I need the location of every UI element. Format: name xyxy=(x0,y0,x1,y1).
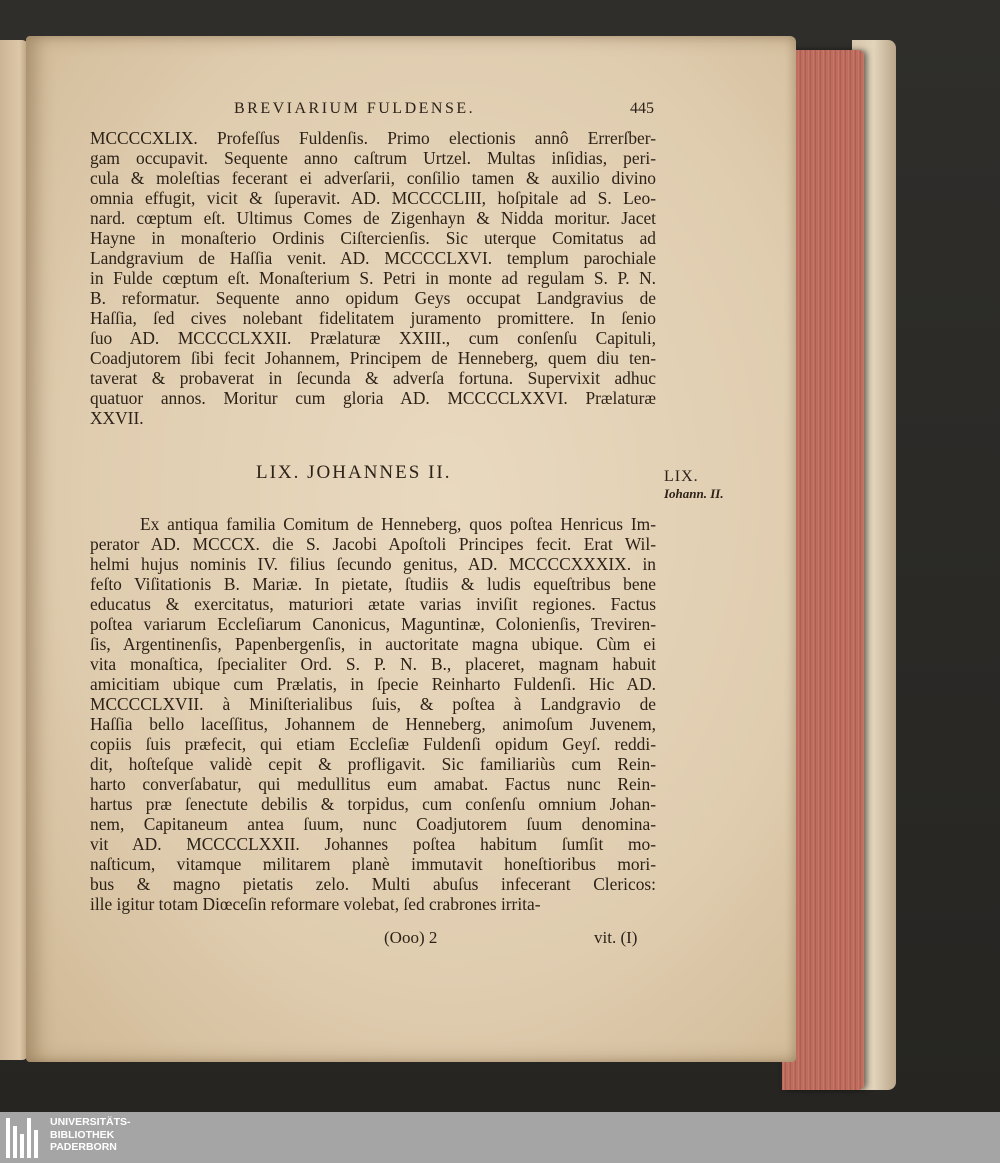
margin-note-name: Iohann. II. xyxy=(664,486,724,501)
logo-line-1: UNIVERSITÄTS- xyxy=(50,1116,131,1128)
text-line: ſuo AD. MCCCCLXXII. Prælaturæ XXIII., cum conſenſu Capituli, xyxy=(90,328,656,348)
text-line: feſto Viſitationis B. Mariæ. In pietate, ſtudiis & ludis equeſtribus bene xyxy=(90,574,656,594)
logo-line-2: BIBLIOTHEK xyxy=(50,1128,115,1141)
text-line: vit AD. MCCCCLXXII. Johannes poſtea habitum ſumſit mo- xyxy=(90,834,656,854)
running-header xyxy=(234,100,654,122)
text-line: gam occupavit. Sequente anno caſtrum Urtzel. Multas inſidias, peri- xyxy=(90,148,656,168)
text-line: nem, Capitaneum antea ſuum, nunc Coadjutorem ſuum denomina- xyxy=(90,814,656,834)
text-line: Haſſia, ſed cives nolebant fidelitatem juramento promittere. In ſenio xyxy=(90,308,656,328)
section-heading: LIX. JOHANNES II. xyxy=(256,462,452,483)
text-line: in Fulde cœptum eſt. Monaſterium S. Petri in monte ad regulam S. P. N. xyxy=(90,268,656,288)
text-line: perator AD. MCCCX. die S. Jacobi Apoſtoli Principes fecit. Erat Wil- xyxy=(90,534,656,554)
text-line: bus & magno pietatis zelo. Multi abuſus infecerant Clericos: xyxy=(90,874,656,894)
text-line: naſticum, vitamque militarem planè immutavit honeſtioribus mori- xyxy=(90,854,656,874)
library-logo-text xyxy=(50,1116,131,1154)
text-line: omnia effugit, vicit & ſuperavit. AD. MCCCCLIII, hoſpitale ad S. Leo- xyxy=(90,188,656,208)
text-line: Ex antiqua familia Comitum de Henneberg, quos poſtea Henricus Im- xyxy=(140,514,656,534)
paragraph-1 xyxy=(90,128,656,428)
text-line: hartus præ ſenectute debilis & torpidus, cum conſenſu omnium Johan- xyxy=(90,794,656,814)
paragraph-2 xyxy=(90,514,656,914)
library-footer-bar xyxy=(0,1112,1000,1163)
text-line: taverat & probaverat in ſecunda & adverſa fortuna. Supervixit adhuc xyxy=(90,368,656,388)
text-line: Hayne in monaſterio Ordinis Ciſtercienſis. Sic uterque Comitatus ad xyxy=(90,228,656,248)
text-line: amicitiam ubique cum Prælatis, in ſpecie Reinharto Fuldenſi. Hic AD. xyxy=(90,674,656,694)
text-line: copiis ſuis præfecit, qui etiam Eccleſiæ Fuldenſi opidum Geyſ. reddi- xyxy=(90,734,656,754)
text-line: B. reformatur. Sequente anno opidum Geys occupat Landgravius de xyxy=(90,288,656,308)
text-line: Coadjutorem ſibi fecit Johannem, Principem de Henneberg, quem diu ten- xyxy=(90,348,656,368)
text-line: Haſſia bello laceſſitus, Johannem de Henneberg, animoſum Juvenem, xyxy=(90,714,656,734)
text-line: harto converſabatur, qui medullitus eum amabat. Factus nunc Rein- xyxy=(90,774,656,794)
text-line: quatuor annos. Moritur cum gloria AD. MCCCCLXXVI. Prælaturæ xyxy=(90,388,656,408)
catchword: vit. (I) xyxy=(594,928,638,947)
text-line: poſtea variarum Eccleſiarum Canonicus, Maguntinæ, Colonienſis, Treviren- xyxy=(90,614,656,634)
text-line: helmi hujus nominis IV. filius ſecundo genitus, AD. MCCCCXXXIX. in xyxy=(90,554,656,574)
left-page-edge xyxy=(0,40,28,1060)
text-line: XXVII. xyxy=(90,408,144,428)
text-line: educatus & exercitatus, maturiori ætate varias inviſit regiones. Factus xyxy=(90,594,656,614)
signature-mark: (Ooo) 2 xyxy=(384,928,438,947)
text-line: MCCCCLXVII. à Miniſterialibus ſuis, & poſtea à Landgravio de xyxy=(90,694,656,714)
page-number: 445 xyxy=(630,100,654,117)
text-line: cula & moleſtias fecerant ei adverſarii, conſilio tamen & auxilio divino xyxy=(90,168,656,188)
margin-note-number: LIX. xyxy=(664,468,699,485)
text-line: ſis, Argentinenſis, Papenbergenſis, in auctoritate magna ubique. Cùm ei xyxy=(90,634,656,654)
running-title: BREVIARIUM FULDENSE. xyxy=(234,100,476,117)
text-line: nard. cœptum eſt. Ultimus Comes de Zigenhayn & Nidda moritur. Jacet xyxy=(90,208,656,228)
text-line: ille igitur totam Diœceſin reformare volebat, ſed crabrones irrita- xyxy=(90,894,541,914)
text-line: MCCCCXLIX. Profeſſus Fuldenſis. Primo electionis annô Errerſber- xyxy=(90,128,656,148)
text-line: dit, hoſteſque validè cepit & profligavit. Sic familiariùs cum Rein- xyxy=(90,754,656,774)
logo-line-3: PADERBORN xyxy=(50,1141,117,1153)
text-line: vita monaſtica, ſpecialiter Ord. S. P. N. B., placeret, magnam habuit xyxy=(90,654,656,674)
library-logo-icon xyxy=(6,1118,46,1158)
text-line: Landgravium de Haſſia venit. AD. MCCCCLXVI. templum parochiale xyxy=(90,248,656,268)
